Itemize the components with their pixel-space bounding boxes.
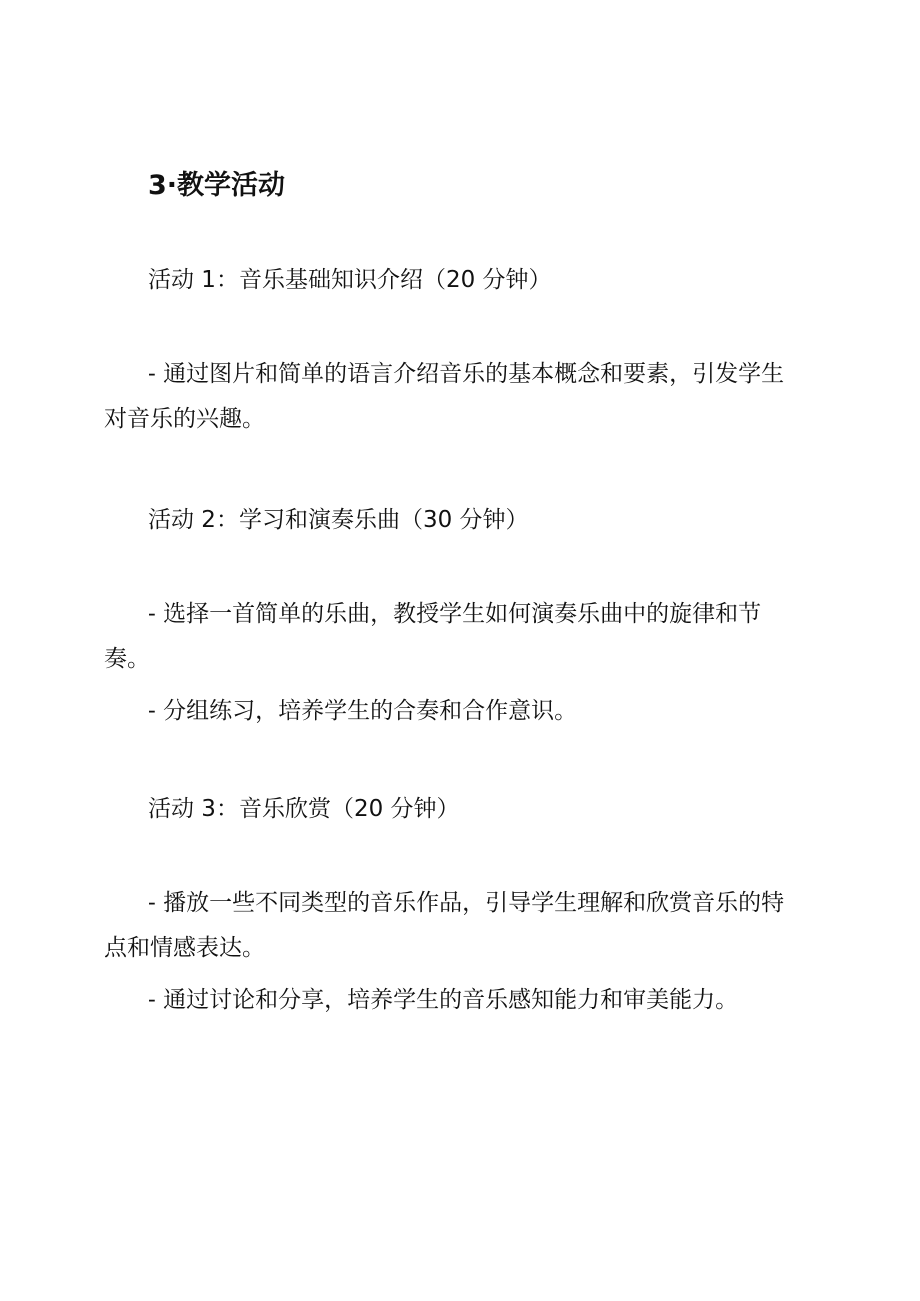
activity-bullet: - 分组练习，培养学生的合奏和合作意识。 (148, 698, 578, 724)
activity-heading: 活动 3：音乐欣赏（20 分钟） (148, 796, 460, 822)
activity-bullet: - 通过讨论和分享，培养学生的音乐感知能力和审美能力。 (148, 987, 739, 1013)
section-title: 3·教学活动 (148, 170, 286, 201)
activity-bullet: - 通过图片和简单的语言介绍音乐的基本概念和要素，引发学生对音乐的兴趣。 (104, 361, 785, 432)
activity-heading: 活动 2：学习和演奏乐曲（30 分钟） (148, 507, 529, 533)
activity-bullet: - 选择一首简单的乐曲，教授学生如何演奏乐曲中的旋律和节奏。 (104, 601, 762, 672)
activity-bullet: - 播放一些不同类型的音乐作品，引导学生理解和欣赏音乐的特点和情感表达。 (104, 890, 785, 961)
activity-heading: 活动 1：音乐基础知识介绍（20 分钟） (148, 267, 552, 293)
